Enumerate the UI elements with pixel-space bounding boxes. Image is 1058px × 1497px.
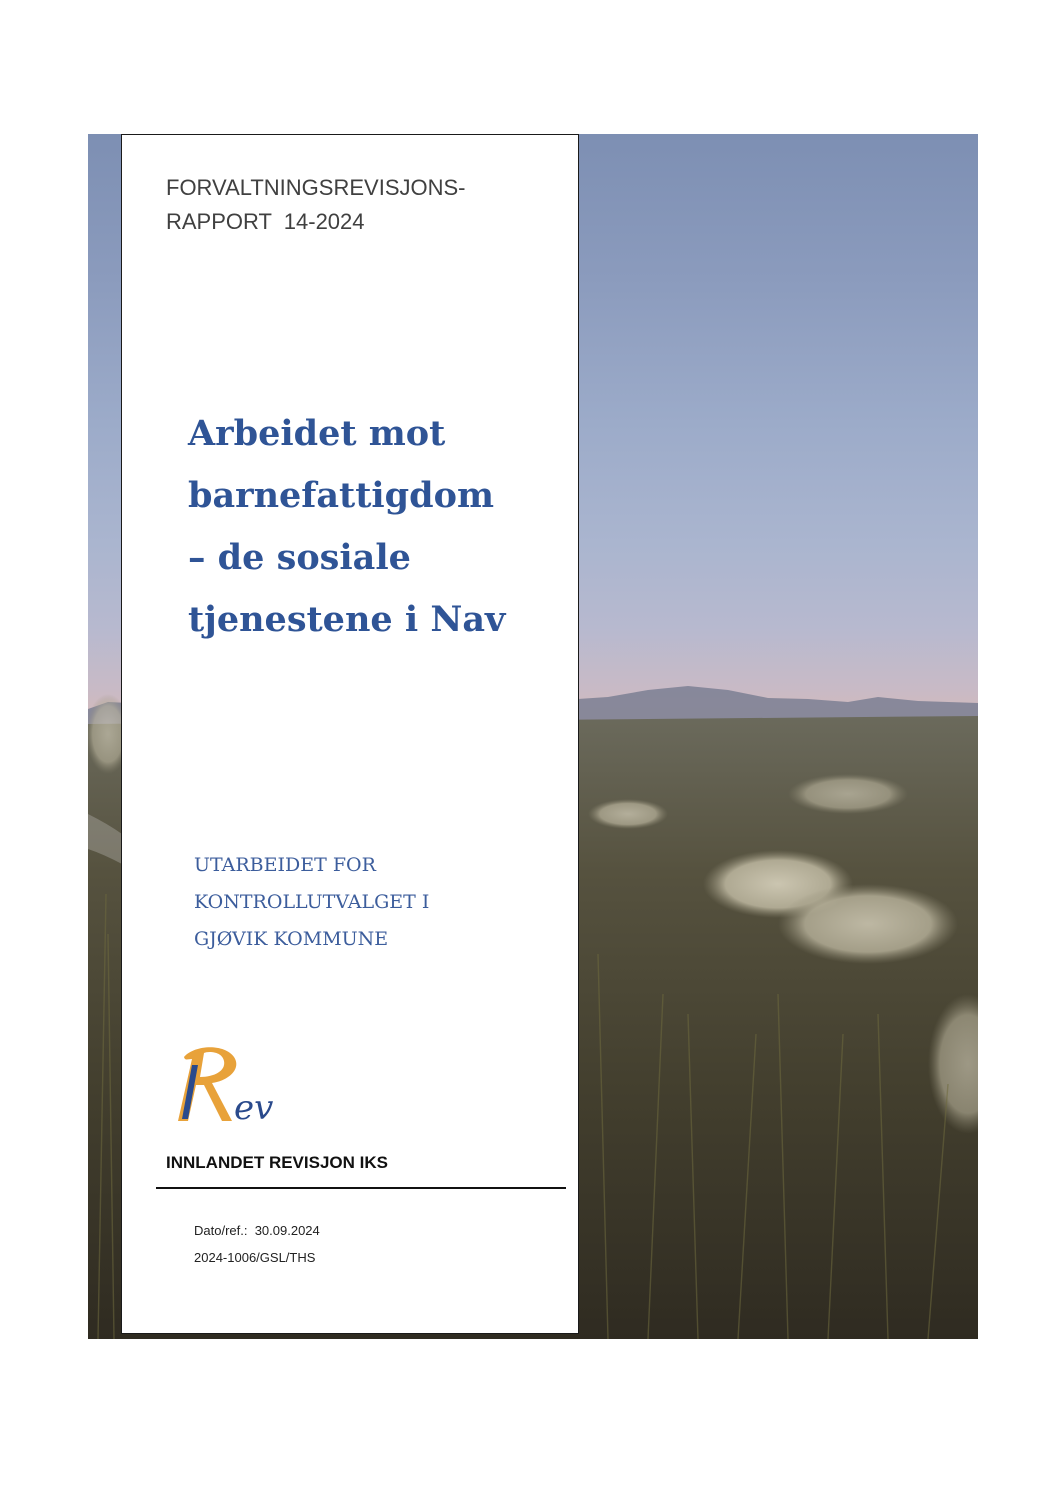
date-line: Dato/ref.: 30.09.2024 [194, 1223, 320, 1238]
date-reference [194, 1217, 320, 1271]
divider-line [156, 1187, 566, 1189]
report-type-label [166, 171, 466, 239]
report-cover-card [121, 134, 579, 1334]
rev-logo-icon [154, 1035, 284, 1135]
title-line-3: – de sosiale [188, 537, 411, 578]
prepared-for [194, 847, 429, 958]
prepared-for-line-3: GJØVIK KOMMUNE [194, 928, 389, 950]
report-title [188, 403, 568, 651]
prepared-for-line-2: KONTROLLUTVALGET I [194, 891, 430, 913]
report-number-line: RAPPORT 14-2024 [166, 209, 365, 234]
title-line-1: Arbeidet mot [188, 413, 446, 454]
title-line-2: barnefattigdom [188, 475, 494, 516]
title-line-4: tjenestene i Nav [188, 599, 506, 640]
reference-line: 2024-1006/GSL/THS [194, 1250, 316, 1265]
organization-name: INNLANDET REVISJON IKS [166, 1153, 388, 1172]
report-type-line-1: FORVALTNINGSREVISJONS- [166, 175, 466, 200]
prepared-for-line-1: UTARBEIDET FOR [194, 854, 376, 876]
svg-text:ev: ev [234, 1088, 274, 1128]
